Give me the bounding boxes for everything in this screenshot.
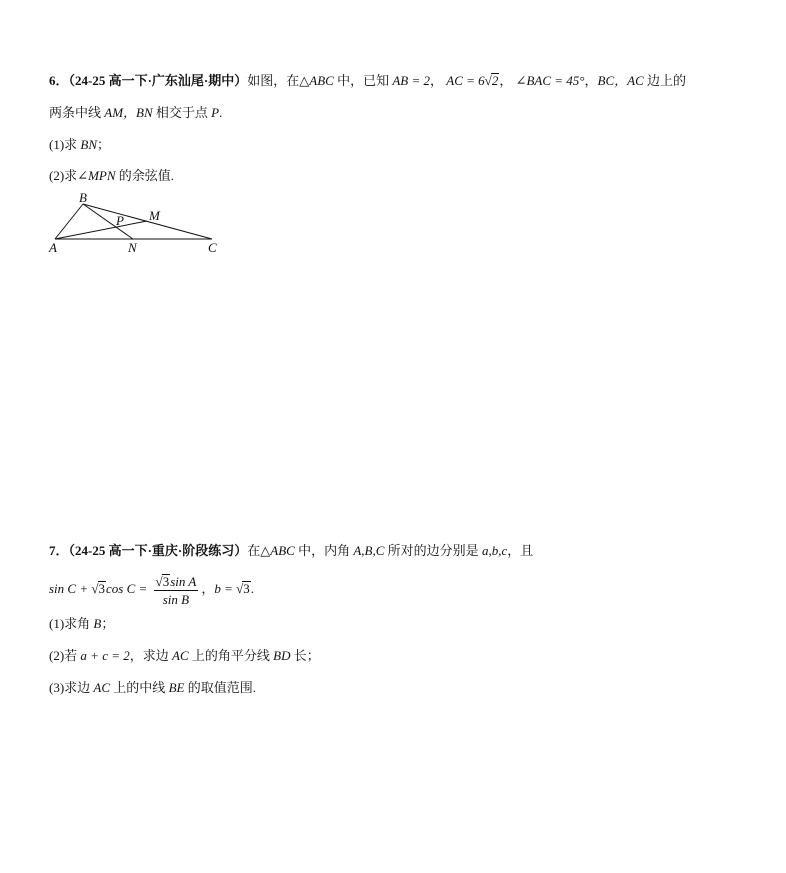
q7-text: (3)求边 <box>49 680 94 695</box>
q6-triangle: ABC <box>309 73 334 88</box>
q7-part-1 <box>49 616 114 632</box>
q7-text: 上的中线 <box>110 680 169 695</box>
segment-bc <box>83 204 212 239</box>
q7-eq-left: sin C + <box>49 581 92 596</box>
q7-eq-mid: cos C = <box>106 581 151 596</box>
q6-ac-radicand: 2 <box>491 73 499 88</box>
q6-text: 相交于点 <box>152 105 212 120</box>
q7-median-be: BE <box>168 680 185 695</box>
label-b: B <box>79 190 87 205</box>
q7-text: 的取值范围. <box>184 680 256 695</box>
q6-bn: BN <box>80 137 98 152</box>
q6-text: 边上的 <box>643 73 687 88</box>
label-a: A <box>49 240 57 255</box>
q6-number: 6． <box>49 73 69 88</box>
q6-text: ， <box>499 73 513 88</box>
q7-eq-num-rest: sin A <box>170 573 197 589</box>
q7-text: (2)若 <box>49 648 81 663</box>
q7-source: （24-25 高一下·重庆·阶段练习） <box>68 543 248 558</box>
q6-part-2 <box>49 168 174 184</box>
q6-angle-mpn: ∠MPN <box>77 168 116 183</box>
q6-source: （24-25 高一下·广东汕尾·期中） <box>68 73 248 88</box>
q7-part-2 <box>49 648 320 664</box>
q6-text: . <box>219 105 223 120</box>
sqrt-sign: √ <box>155 573 163 589</box>
q6-ac: AC = 6 <box>446 73 485 88</box>
q6-part-1 <box>49 137 110 153</box>
q6-text: ， <box>430 73 444 88</box>
q7-text: ，求边 <box>129 648 173 663</box>
label-c: C <box>208 240 217 255</box>
q7-angle-b: B <box>93 616 102 631</box>
q7-text: 所对的边分别是 <box>384 543 482 558</box>
sqrt-sign: √ <box>91 581 99 596</box>
q6-text: (2)求 <box>49 168 78 183</box>
median-bn <box>83 204 133 239</box>
q7-eq-num-radicand: 3 <box>162 573 170 589</box>
q7-side-ac: AC <box>172 648 189 663</box>
q7-condition: a + c = 2 <box>80 648 130 663</box>
q7-number: 7． <box>49 543 69 558</box>
sqrt-sign: √ <box>236 581 244 596</box>
label-m: M <box>149 208 160 223</box>
q6-ab: AB = 2 <box>392 73 431 88</box>
q6-bc-ac: BC，AC <box>597 73 644 88</box>
q6-text: 的余弦值. <box>115 168 175 183</box>
q7-bisector-bd: BD <box>273 648 291 663</box>
q7-text: 中，内角 <box>294 543 354 558</box>
q6-point-p: P <box>211 105 220 120</box>
q7-eq-b-radicand: 3 <box>243 581 250 596</box>
q6-text: 两条中线 <box>49 105 105 120</box>
q6-text: ， <box>584 73 598 88</box>
segment-ab <box>55 204 83 239</box>
q6-stem-line-1 <box>49 73 686 89</box>
fraction-numerator <box>154 574 199 591</box>
q7-angles: A,B,C <box>353 543 385 558</box>
q6-text: (1)求 <box>49 137 81 152</box>
label-n: N <box>128 240 137 255</box>
q7-eq-fraction <box>154 574 199 607</box>
q6-text: 中，已知 <box>333 73 393 88</box>
q6-am-bn: AM，BN <box>104 105 153 120</box>
triangle-figure <box>46 190 226 258</box>
q7-text: 上的角平分线 <box>188 648 274 663</box>
q6-text: ； <box>97 137 111 152</box>
q7-text: . <box>250 581 255 596</box>
q6-intro: 如图，在△ <box>247 73 310 88</box>
q7-triangle: ABC <box>270 543 295 558</box>
fraction-denominator: sin B <box>162 591 190 607</box>
q7-text: ； <box>101 616 115 631</box>
q7-eq-radicand: 3 <box>98 581 106 596</box>
q7-eq-b: b = <box>214 581 237 596</box>
q7-equation <box>49 571 254 607</box>
q7-text: 在△ <box>247 543 271 558</box>
q7-part-3 <box>49 680 256 696</box>
q7-text: ，且 <box>507 543 534 558</box>
q7-text: 长； <box>290 648 320 663</box>
q7-sides: a,b,c <box>481 543 508 558</box>
q7-text: ， <box>201 581 215 596</box>
q6-angle: ∠BAC = 45° <box>515 73 585 88</box>
q7-stem-line-1 <box>49 543 533 559</box>
q6-stem-line-2 <box>49 105 222 121</box>
median-am <box>55 221 147 239</box>
label-p: P <box>116 213 124 228</box>
q7-text: (1)求角 <box>49 616 94 631</box>
sqrt-sign: √ <box>484 73 492 88</box>
q7-side-ac: AC <box>93 680 111 695</box>
